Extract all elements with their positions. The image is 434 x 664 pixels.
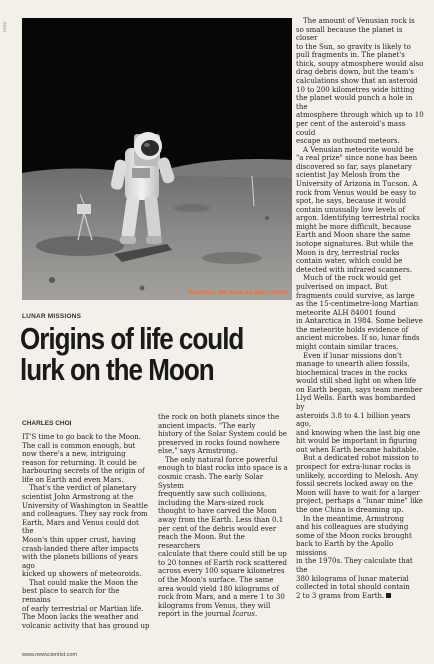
text-line: of early terrestrial or Martian life. (22, 604, 144, 613)
text-line: argon. Identifying terrestrial rocks (296, 214, 420, 223)
text-line: pull fragments in. The planet's (296, 51, 405, 60)
text-line: atmosphere through which up to 10 (296, 111, 424, 120)
text-line: some of the Moon rocks brought (296, 531, 412, 540)
text-line: crash-landed there after impacts (22, 544, 139, 553)
text-line: the rock on both planets since the (158, 413, 280, 421)
text-line: ancient impacts. "The early (158, 421, 256, 430)
text-line: IT'S time to go back to the Moon. (22, 433, 141, 441)
text-line: hit would be important in figuring (296, 437, 417, 446)
lunar-surface-image (22, 18, 292, 300)
text-line: project, perhaps a "lunar mine" like (296, 497, 423, 506)
text-line: calculate that there could still be up (158, 550, 287, 559)
text-line: That could make the Moon the (29, 578, 138, 587)
journal-name: Icarus (232, 610, 255, 619)
text-line: might be more difficult, because (296, 222, 412, 231)
text-line: area would yield 180 kilograms of (158, 584, 279, 593)
text-line: history of the Solar System could be (158, 430, 287, 439)
text-line: Much of the rock would get (303, 274, 402, 283)
text-line: frequently saw such collisions, (158, 490, 267, 499)
text-line: 380 kilograms of lunar material (296, 574, 409, 583)
text-line: with the planets billions of years ago (22, 553, 138, 570)
text-line: enough to blast rocks into space is a (158, 464, 288, 473)
text-line: 2 to 3 grams from Earth. (296, 592, 426, 601)
text-line: including the Mars-sized rock (158, 498, 264, 507)
text-line: biochemical traces in the rocks (296, 368, 408, 377)
text-line: and colleagues. They say rock from (22, 510, 148, 519)
text-line: per cent of the asteroid's mass could (296, 119, 406, 137)
text-line: else," says Armstrong. (158, 447, 238, 456)
text-line: fossil secrets locked away on the (296, 480, 413, 489)
section-label: LUNAR MISSIONS (22, 313, 82, 320)
footer-url: www.newscientist.com (22, 652, 78, 658)
text-line: The only natural force powerful (165, 455, 278, 464)
text-line: cosmic crash. The early Solar System (158, 473, 264, 490)
text-line: The call is common enough, but (22, 441, 136, 450)
end-of-article-mark (386, 593, 391, 598)
text-line: asteroids 3.8 to 4.1 billion years ago, (296, 411, 411, 429)
text-line: across every 100 square kilometres (158, 567, 285, 576)
text-line: the planet would punch a hole in the (296, 94, 413, 111)
text-line: so small because the planet is closer (296, 25, 403, 43)
text-line: now there's a new, intriguing (22, 450, 126, 459)
text-line: might contain similar traces. (296, 342, 399, 351)
column-b (158, 413, 288, 619)
text-line: The Moon lacks the weather and (22, 613, 139, 622)
text-line: University of Arizona in Tucson. A (296, 179, 418, 188)
text-line: would still shed light on when life (296, 377, 416, 386)
text-line: out when Earth became habitable. (296, 445, 419, 454)
text-line: ancient microbes. If so, lunar finds (296, 334, 420, 343)
text-line: preserved in rocks found nowhere (158, 438, 280, 447)
text-line: discovered so far, says planetary (296, 162, 412, 171)
text-line: reach the Moon. But the researchers (158, 533, 245, 550)
text-line: The amount of Venusian rock is (303, 17, 415, 25)
text-line: and knowing when the last big one (296, 428, 421, 437)
text-line: the one China is dreaming up. (296, 505, 404, 514)
text-line: spot, he says, because it would (296, 197, 407, 206)
text-line: "a real prize" since none has been (296, 154, 418, 163)
text-line: manage to unearth alien fossils, (296, 360, 410, 369)
text-line: in the 1970s. They calculate that the (296, 557, 413, 574)
text-line: back to Earth by the Apollo missions (296, 540, 394, 557)
text-line: But a dedicated robot mission to (303, 454, 419, 463)
text-line: of the Moon's surface. The same (158, 575, 274, 584)
text-line: the meteorite holds evidence of (296, 325, 409, 334)
text-line: calculations show that an asteroid (296, 77, 418, 86)
text-line: volcanic activity that has ground up (22, 621, 150, 630)
text-line: thick, soupy atmosphere would also (296, 59, 424, 68)
text-line: escape as outbound meteors. (296, 137, 400, 146)
text-line: Earth and Moon share the same (296, 231, 411, 240)
text-line: life on Earth and even Mars. (22, 475, 124, 484)
text-line: on Earth began, says team member (296, 385, 423, 394)
text-line: A Venusian meteorite would be (303, 145, 414, 154)
text-line: unlikely, according to Melosh. Any (296, 471, 419, 480)
text-line: scientist Jay Melosh from the (296, 171, 400, 180)
text-line: reason for returning. It could be (22, 458, 137, 467)
side-folio: CHOI (2, 22, 7, 32)
text-line: pulverised on impact. But (296, 282, 388, 291)
text-line: to the Sun, so gravity is likely to (296, 42, 411, 51)
text-line: meteorite ALH 84001 found (296, 308, 396, 317)
text-line: 10 to 200 kilometres wide hitting (296, 85, 415, 94)
text-line: to 20 tonnes of Earth rock scattered (158, 558, 287, 567)
text-line: In the meantime, Armstrong (303, 514, 404, 523)
text-line: kicked up showers of meteoroids. (22, 570, 142, 579)
text-line: rock from Mars, and a mere 1 to 30 (158, 593, 285, 602)
text-line: Earth, Mars and Venus could dot the (22, 518, 139, 536)
text-line: kilograms from Venus, they will (158, 601, 271, 610)
text-line: University of Washington in Seattle (22, 501, 148, 510)
text-line: and his colleagues are studying (296, 523, 409, 532)
column-c (296, 17, 426, 600)
text-line: fragments could survive, as large (296, 291, 415, 300)
text-line: collected in total should contain (296, 583, 410, 592)
text-line: best place to search for the remains (22, 587, 120, 604)
headline: Origins of life could lurk on the Moon (20, 321, 244, 387)
column-a (22, 433, 150, 630)
text-line: Even if lunar missions don't (303, 351, 402, 360)
text-line: That's the verdict of planetary (29, 484, 137, 493)
text-line: contain water, which could be (296, 257, 403, 266)
byline: CHARLES CHOI (22, 420, 72, 427)
text-line: drag debris down, but the team's (296, 68, 414, 77)
text-line: as the 15-centimetre-long Martian (296, 300, 419, 309)
text-line: contain unusually low levels of (296, 205, 406, 214)
text-line: harbouring secrets of the origin of (22, 467, 145, 476)
text-line: isotope signatures. But while the (296, 240, 414, 249)
text-line: Moon's thin upper crust, having (22, 535, 136, 544)
text-line: per cent of the debris would ever (158, 524, 277, 533)
text-line: thought to have carved the Moon (158, 507, 277, 516)
photo-caption: Houston, we have an alien fossil (187, 289, 288, 296)
astronaut-photo (22, 18, 292, 300)
text-line: detected with infrared scanners. (296, 265, 412, 274)
text-line: away from the Earth. Less than 0.1 (158, 515, 284, 524)
text-line: scientist John Armstrong at the (22, 493, 134, 502)
text-line: rock from Venus would be easy to (296, 188, 416, 197)
text-line: in Antarctica in 1984. Some believe (296, 317, 423, 326)
text-line: Moon will have to wait for a larger (296, 488, 420, 497)
text-line: prospect for extra-lunar rocks is (296, 463, 411, 472)
text-line: report in the journal Icarus. (158, 610, 258, 619)
text-line: Moon is dry, terrestrial rocks (296, 248, 400, 257)
text-line: Llyd Wells. Earth was bombarded by (296, 394, 416, 412)
